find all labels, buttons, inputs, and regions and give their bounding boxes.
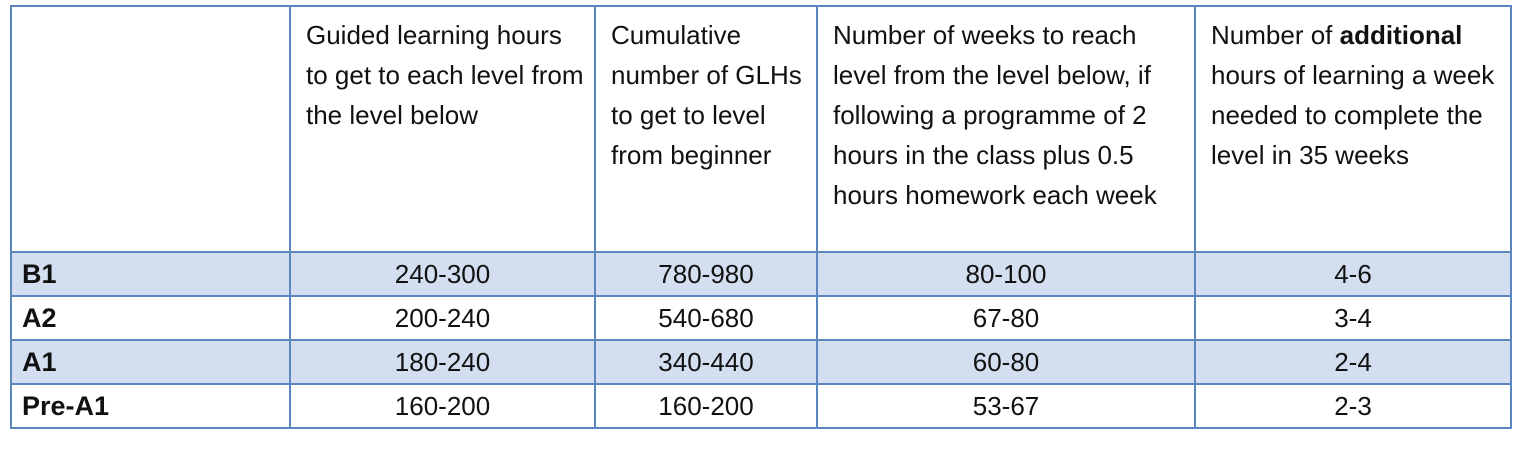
glh-cell: 160-200 bbox=[290, 384, 595, 428]
cumulative-cell: 780-980 bbox=[595, 252, 817, 296]
glh-table-container bbox=[10, 5, 1512, 429]
table-row bbox=[11, 340, 1511, 384]
cumulative-cell: 540-680 bbox=[595, 296, 817, 340]
additional-hours-cell: 4-6 bbox=[1195, 252, 1511, 296]
guided-learning-hours-table bbox=[10, 5, 1512, 429]
level-cell: A2 bbox=[11, 296, 290, 340]
header-additional-emphasis: additional bbox=[1339, 20, 1463, 50]
header-additional-hours bbox=[1195, 6, 1511, 252]
weeks-cell: 80-100 bbox=[817, 252, 1195, 296]
glh-cell: 200-240 bbox=[290, 296, 595, 340]
level-cell: B1 bbox=[11, 252, 290, 296]
table-body bbox=[11, 252, 1511, 428]
header-additional-hours-prefix: Number of bbox=[1211, 20, 1340, 50]
header-additional-hours-suffix: hours of learning a week needed to complete the level in 35 weeks bbox=[1211, 60, 1495, 170]
header-weeks-to-level: Number of weeks to reach level from the level below, if following a programme of 2 hours in the class plus 0.5 hours homework each week bbox=[817, 6, 1195, 252]
glh-cell: 240-300 bbox=[290, 252, 595, 296]
weeks-cell: 67-80 bbox=[817, 296, 1195, 340]
level-cell: Pre-A1 bbox=[11, 384, 290, 428]
cumulative-cell: 340-440 bbox=[595, 340, 817, 384]
header-row bbox=[11, 6, 1511, 252]
table-row bbox=[11, 252, 1511, 296]
header-corner-cell bbox=[11, 6, 290, 252]
cumulative-cell: 160-200 bbox=[595, 384, 817, 428]
weeks-cell: 60-80 bbox=[817, 340, 1195, 384]
glh-cell: 180-240 bbox=[290, 340, 595, 384]
additional-hours-cell: 3-4 bbox=[1195, 296, 1511, 340]
weeks-cell: 53-67 bbox=[817, 384, 1195, 428]
additional-hours-cell: 2-4 bbox=[1195, 340, 1511, 384]
header-cumulative-glh: Cumulative number of GLHs to get to level from beginner bbox=[595, 6, 817, 252]
table-header bbox=[11, 6, 1511, 252]
additional-hours-cell: 2-3 bbox=[1195, 384, 1511, 428]
header-glh-per-level: Guided learning hours to get to each level from the level below bbox=[290, 6, 595, 252]
table-row bbox=[11, 296, 1511, 340]
table-row bbox=[11, 384, 1511, 428]
level-cell: A1 bbox=[11, 340, 290, 384]
